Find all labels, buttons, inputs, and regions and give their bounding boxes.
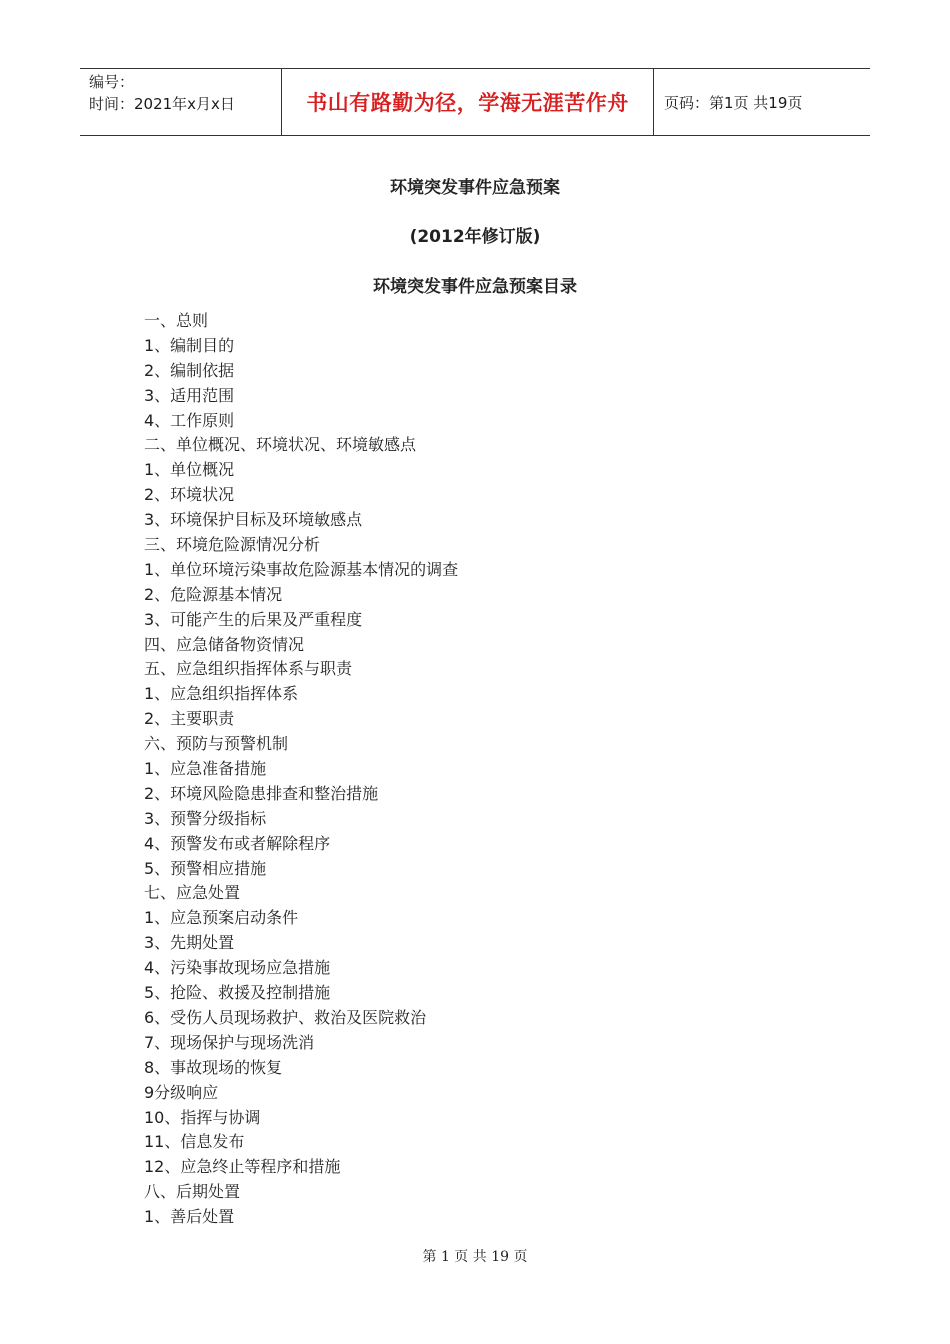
toc-item: 二、单位概况、环境状况、环境敏感点 (144, 435, 417, 455)
toc-item: 1、编制目的 (144, 335, 235, 355)
toc-item: 2、环境风险隐患排查和整治措施 (144, 783, 379, 803)
toc-item: 一、总则 (144, 311, 209, 330)
toc-item: 3、环境保护目标及环境敏感点 (144, 510, 363, 530)
toc-title: 环境突发事件应急预案目录 (373, 277, 577, 297)
toc-item: 4、污染事故现场应急措施 (144, 958, 331, 978)
toc-item: 三、环境危险源情况分析 (144, 535, 321, 555)
number-label: 编号： (89, 73, 135, 91)
toc-item: 2、危险源基本情况 (144, 584, 283, 604)
toc-item: 6、受伤人员现场救护、救治及医院救治 (144, 1007, 427, 1027)
toc-item: 4、预警发布或者解除程序 (144, 833, 331, 853)
toc-item: 11、信息发布 (144, 1132, 245, 1152)
table-of-contents (144, 309, 458, 1230)
toc-item: 1、单位概况 (144, 460, 235, 480)
document-subtitle: (2012年修订版) (409, 227, 541, 247)
toc-item: 5、预警相应措施 (144, 858, 267, 878)
toc-item: 1、应急准备措施 (144, 759, 267, 779)
toc-item: 2、环境状况 (144, 485, 235, 505)
toc-item: 八、后期处置 (144, 1182, 241, 1202)
toc-item: 1、善后处置 (144, 1207, 235, 1227)
toc-item: 4、工作原则 (144, 410, 235, 430)
toc-item: 3、先期处置 (144, 933, 235, 953)
toc-item: 2、编制依据 (144, 360, 235, 380)
time-label: 时间：2021年x月x日 (89, 95, 235, 113)
toc-item: 五、应急组织指挥体系与职责 (144, 659, 353, 679)
toc-item: 7、现场保护与现场洗消 (144, 1032, 315, 1052)
toc-item: 七、应急处置 (144, 883, 241, 903)
toc-item: 2、主要职责 (144, 709, 235, 729)
toc-item: 9分级响应 (144, 1082, 219, 1102)
header-meta (80, 69, 281, 135)
toc-item: 1、应急预案启动条件 (144, 908, 299, 928)
document-title: 环境突发事件应急预案 (390, 178, 560, 198)
document-header (80, 68, 870, 136)
toc-item: 1、应急组织指挥体系 (144, 684, 299, 704)
toc-item: 10、指挥与协调 (144, 1107, 261, 1127)
toc-item: 四、应急储备物资情况 (144, 634, 305, 654)
toc-item: 3、适用范围 (144, 385, 235, 405)
toc-item: 3、可能产生的后果及严重程度 (144, 609, 363, 629)
header-page-info: 页码：第1页 共19页 (664, 93, 803, 112)
toc-item: 1、单位环境污染事故危险源基本情况的调查 (144, 559, 459, 579)
header-motto: 书山有路勤为径，学海无涯苦作舟 (281, 69, 654, 135)
toc-item: 8、事故现场的恢复 (144, 1057, 283, 1077)
toc-item: 12、应急终止等程序和措施 (144, 1157, 341, 1177)
toc-item: 六、预防与预警机制 (144, 734, 289, 754)
toc-item: 3、预警分级指标 (144, 808, 267, 828)
page-footer: 第 1 页 共 19 页 (422, 1249, 528, 1265)
toc-item: 5、抢险、救援及控制措施 (144, 983, 331, 1003)
